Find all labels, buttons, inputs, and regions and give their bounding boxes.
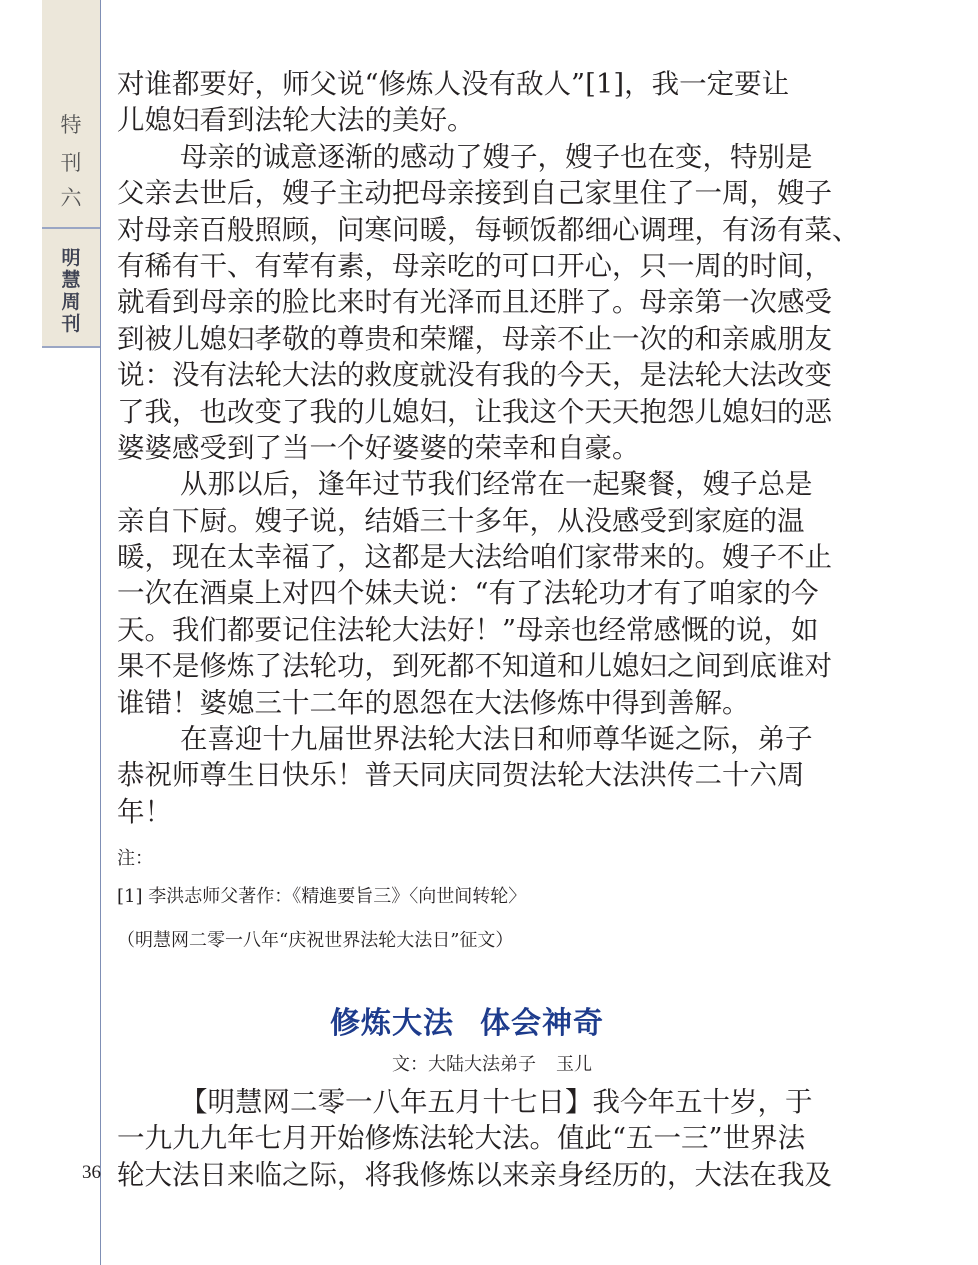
text-line: 就看到母亲的脸比来时有光泽而且还胖了。母亲第一次感受 bbox=[117, 286, 832, 319]
text-line: 一次在酒桌上对四个妹夫说：“有了法轮功才有了咱家的今 bbox=[117, 577, 819, 610]
text-line: 儿媳妇看到法轮大法的美好。 bbox=[117, 104, 475, 137]
text-line: 天。我们都要记住法轮大法好！”母亲也经常感慨的说，如 bbox=[117, 613, 819, 646]
side-label-char: 刊 bbox=[60, 151, 82, 175]
text-line: 暖，现在太幸福了，这都是大法给咱们家带来的。嫂子不止 bbox=[117, 541, 832, 574]
text-line: 谁错！婆媳三十二年的恩怨在大法修炼中得到善解。 bbox=[117, 686, 750, 719]
text-line: 说：没有法轮大法的救度就没有我的今天，是法轮大法改变 bbox=[117, 359, 832, 392]
side-tab-separator bbox=[42, 227, 100, 229]
byline-name: 玉儿 bbox=[556, 1054, 592, 1075]
text-line: 父亲去世后，嫂子主动把母亲接到自己家里住了一周，嫂子 bbox=[117, 177, 832, 210]
side-label-char: 特 bbox=[60, 113, 82, 137]
text-line: 在喜迎十九届世界法轮大法日和师尊华诞之际，弟子 bbox=[180, 723, 813, 756]
side-label-char: 六 bbox=[60, 186, 82, 210]
publication-label-char: 周 bbox=[61, 291, 81, 313]
text-line: 果不是修炼了法轮功，到死都不知道和儿媳妇之间到底谁对 bbox=[117, 650, 832, 683]
article-body bbox=[117, 66, 865, 830]
text-line: 亲自下厨。嫂子说，结婚三十多年，从没感受到家庭的温 bbox=[117, 504, 805, 537]
text-line: 轮大法日来临之际，将我修炼以来亲身经历的，大法在我及 bbox=[117, 1158, 832, 1191]
page-number: 36 bbox=[82, 1162, 101, 1183]
source-note: （明慧网二零一八年“庆祝世界法轮大法日”征文） bbox=[117, 930, 514, 951]
byline-label: 文：大陆大法弟子 bbox=[392, 1054, 536, 1075]
margin-rule bbox=[100, 0, 101, 1265]
text-line: 对谁都要好，师父说“修炼人没有敌人”[1]，我一定要让 bbox=[117, 68, 790, 100]
publication-label-char: 慧 bbox=[61, 269, 81, 291]
text-line: 对母亲百般照顾，问寒问暖，每顿饭都细心调理，有汤有菜、 bbox=[117, 213, 860, 246]
text-line: 一九九九年七月开始修炼法轮大法。值此“五一三”世界法 bbox=[117, 1122, 806, 1155]
text-line: 母亲的诚意逐渐的感动了嫂子，嫂子也在变，特别是 bbox=[180, 140, 813, 173]
notes-heading: 注： bbox=[117, 848, 153, 869]
byline bbox=[392, 1053, 592, 1077]
title-part-1: 修炼大法 bbox=[330, 1006, 454, 1041]
title-part-2: 体会神奇 bbox=[480, 1006, 604, 1041]
text-line: 有稀有干、有荤有素，母亲吃的可口开心，只一周的时间， bbox=[117, 249, 832, 282]
text-line: 【明慧网二零一八年五月十七日】我今年五十岁，于 bbox=[180, 1086, 813, 1118]
article-title bbox=[330, 1004, 604, 1044]
footnote-1: [1] 李洪志师父著作：《精進要旨三》〈向世间转轮〉 bbox=[117, 886, 527, 907]
text-line: 了我，也改变了我的儿媳妇，让我这个天天抱怨儿媳妇的恶 bbox=[117, 395, 832, 428]
publication-label-char: 刊 bbox=[61, 313, 81, 335]
text-line: 年！ bbox=[117, 795, 172, 828]
text-line: 到被儿媳妇孝敬的尊贵和荣耀，母亲不止一次的和亲戚朋友 bbox=[117, 322, 832, 355]
publication-label-char: 明 bbox=[61, 247, 81, 269]
text-line: 恭祝师尊生日快乐！普天同庆同贺法轮大法洪传二十六周 bbox=[117, 759, 805, 792]
text-line: 从那以后，逢年过节我们经常在一起聚餐，嫂子总是 bbox=[180, 468, 813, 501]
article-2-body bbox=[117, 1084, 865, 1193]
text-line: 婆婆感受到了当一个好婆婆的荣幸和自豪。 bbox=[117, 431, 640, 464]
